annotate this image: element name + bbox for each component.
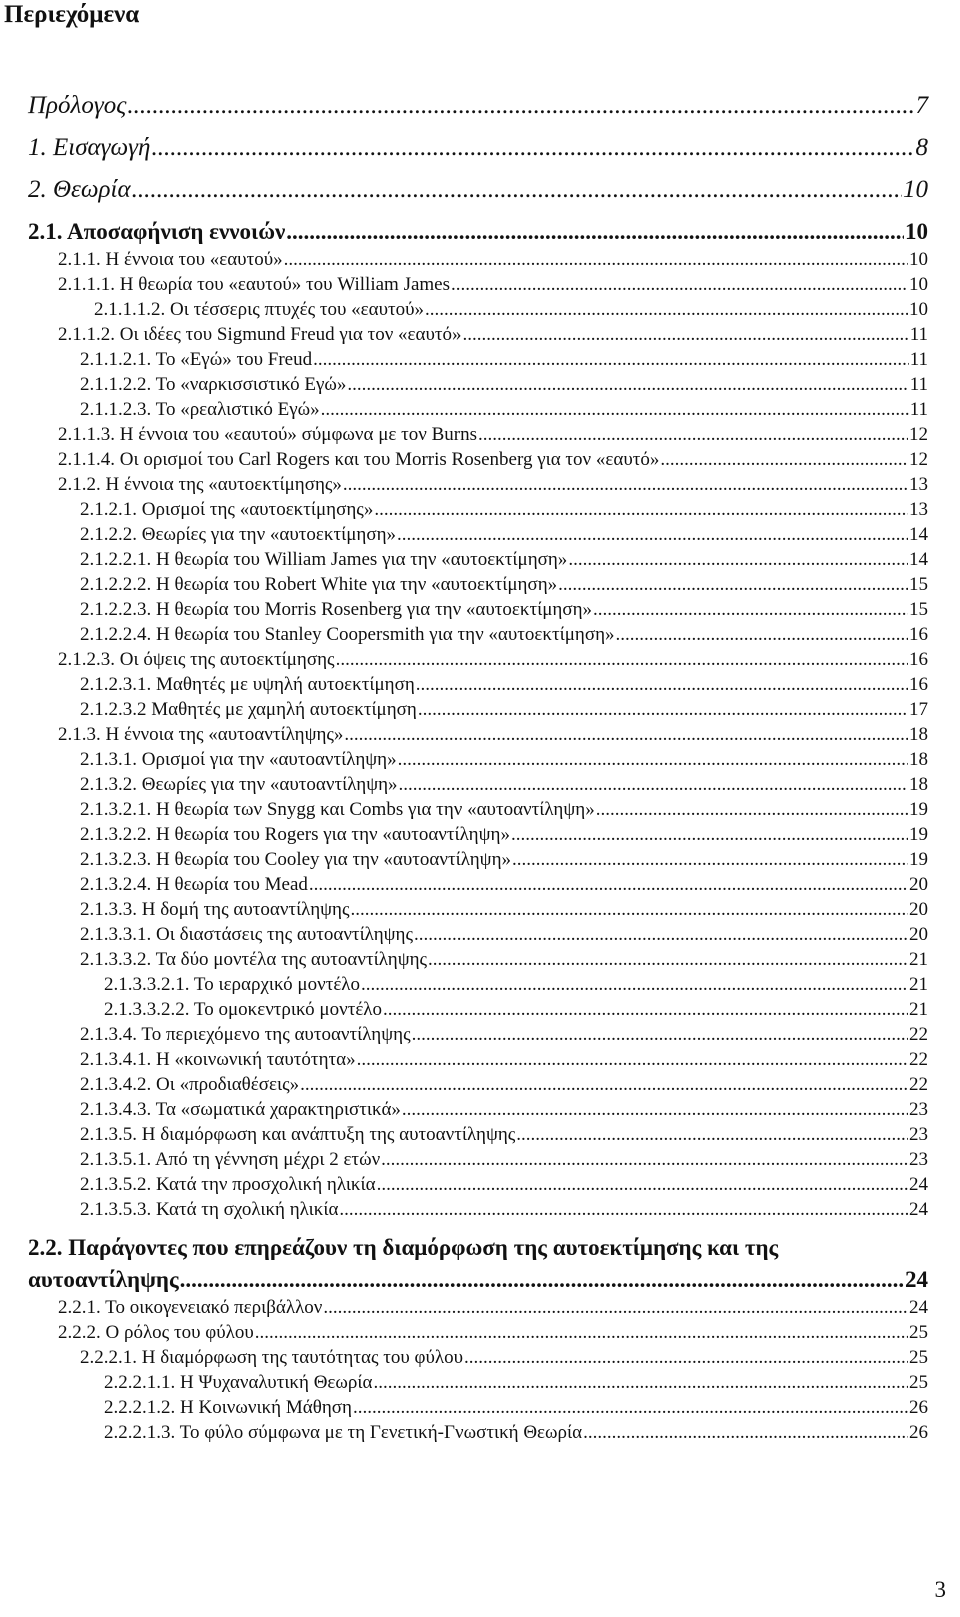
toc-entry-page: 23 [909, 1149, 928, 1170]
toc-entry-label: 2.1.2.2.4. Η θεωρία του Stanley Coopersmith για την «αυτοεκτίμηση» [80, 624, 615, 645]
dot-leader [593, 597, 908, 622]
toc-entry-page: 23 [909, 1099, 928, 1120]
toc-entry-page: 10 [903, 176, 928, 203]
toc-entry[interactable] [28, 215, 928, 249]
dot-leader [568, 547, 908, 572]
dot-leader [373, 1370, 908, 1395]
toc-entry-page: 10 [905, 219, 928, 244]
toc-entry-label: αυτοαντίληψης [28, 1267, 179, 1292]
toc-entry-label: 2.1.3.2.3. Η θεωρία του Cooley για την «αυτοαντίληψη» [80, 849, 512, 870]
toc-entry-label: 2.1.1. Η έννοια του «εαυτού» [58, 249, 283, 270]
toc-entry-label: 2.1.1.4. Οι ορισμοί του Carl Rogers και του Morris Rosenberg για τον «εαυτό» [58, 449, 660, 470]
dot-leader [309, 872, 908, 897]
toc-entry-page: 16 [909, 649, 928, 670]
toc-entry[interactable] [80, 1197, 928, 1222]
toc-entry[interactable] [104, 997, 928, 1022]
dot-leader [428, 947, 908, 972]
dot-leader [660, 447, 908, 472]
toc-entry[interactable] [58, 322, 928, 347]
toc-entry[interactable] [80, 822, 928, 847]
dot-leader [381, 1147, 908, 1172]
toc-entry-label: 2.1.1.1.2. Οι τέσσερις πτυχές του «εαυτού» [94, 299, 425, 320]
toc-entry-label: 2.1.1.2.1. Το «Εγώ» του Freud [80, 349, 313, 370]
dot-leader [399, 772, 908, 797]
toc-entry-page: 15 [909, 599, 928, 620]
toc-entry[interactable] [80, 1147, 928, 1172]
dot-leader [151, 128, 914, 168]
toc-entry-page: 24 [909, 1297, 928, 1318]
toc-entry[interactable] [80, 1097, 928, 1122]
toc-entry[interactable] [80, 522, 928, 547]
dot-leader [511, 822, 908, 847]
toc-entry-label: 2.2.1. Το οικογενειακό περιβάλλον [58, 1297, 323, 1318]
toc-entry-page: 24 [905, 1267, 928, 1292]
toc-entry[interactable] [80, 372, 928, 397]
toc-entry[interactable] [28, 1263, 928, 1297]
toc-entry[interactable] [80, 672, 928, 697]
toc-entry-label: 2.1.3.4.2. Οι «προδιαθέσεις» [80, 1074, 300, 1095]
toc-entry[interactable] [80, 922, 928, 947]
toc-entry[interactable] [58, 1320, 928, 1345]
toc-entry-page: 11 [909, 324, 928, 345]
toc-entry-label: 2.1.3.1. Ορισμοί για την «αυτοαντίληψη» [80, 749, 397, 770]
toc-entry-page: 22 [909, 1074, 928, 1095]
toc-entry[interactable] [58, 647, 928, 672]
dot-leader [418, 697, 908, 722]
toc-entry-page: 21 [909, 974, 928, 995]
dot-leader [339, 1197, 908, 1222]
dot-leader [343, 472, 908, 497]
dot-leader [132, 170, 902, 210]
dot-leader [336, 647, 908, 672]
dot-leader [353, 1395, 908, 1420]
dot-leader [383, 997, 908, 1022]
toc-entry[interactable] [58, 472, 928, 497]
toc-entry-page: 16 [909, 674, 928, 695]
dot-leader [425, 297, 908, 322]
dot-leader [351, 897, 908, 922]
toc-entry-label: 2.1.3.4. Το περιεχόμενο της αυτοαντίληψης [80, 1024, 411, 1045]
toc-entry-page: 19 [909, 824, 928, 845]
dot-leader [344, 722, 908, 747]
toc-entry-label: 2.1.3.3.2. Τα δύο μοντέλα της αυτοαντίληψης [80, 949, 428, 970]
toc-entry-page: 17 [909, 699, 928, 720]
dot-leader [180, 1263, 904, 1297]
dot-leader [478, 422, 908, 447]
toc-entry[interactable] [80, 897, 928, 922]
toc-entry[interactable] [80, 1072, 928, 1097]
toc-entry-label: Πρόλογος [28, 92, 127, 119]
dot-leader [286, 215, 904, 249]
dot-leader [616, 622, 908, 647]
dot-leader [284, 247, 908, 272]
toc-entry-label: 2.1.2. Η έννοια της «αυτοεκτίμησης» [58, 474, 342, 495]
toc-entry-label: 2.1.3.3. Η δομή της αυτοαντίληψης [80, 899, 350, 920]
toc-entry-page: 11 [909, 399, 928, 420]
toc-entry-page: 24 [909, 1174, 928, 1195]
toc-entry-label: 2.1.2.2.3. Η θεωρία του Morris Rosenberg για την «αυτοεκτίμηση» [80, 599, 593, 620]
dot-leader [412, 1022, 908, 1047]
toc-entry[interactable] [80, 872, 928, 897]
toc-entry-page: 10 [909, 274, 928, 295]
toc-entry-label: 2.1.3.3.1. Οι διαστάσεις της αυτοαντίληψης [80, 924, 414, 945]
toc-entry-label: 2.2.2.1.2. Η Κοινωνική Μάθηση [104, 1397, 352, 1418]
toc-entry[interactable] [58, 422, 928, 447]
toc-entry[interactable] [28, 86, 928, 126]
toc-entry-label: 1. Εισαγωγή [28, 134, 151, 161]
toc-entry[interactable] [58, 447, 928, 472]
toc-entry-label: 2.1.2.1. Ορισμοί της «αυτοεκτίμησης» [80, 499, 374, 520]
toc-entry-label: 2.1.1.3. Η έννοια του «εαυτού» σύμφωνα με τον Burns [58, 424, 478, 445]
dot-leader [321, 397, 909, 422]
toc-entry[interactable] [28, 128, 928, 168]
toc-entry[interactable] [94, 297, 928, 322]
toc-entry-page: 25 [909, 1372, 928, 1393]
toc-entry-page: 20 [909, 924, 928, 945]
dot-leader [416, 672, 908, 697]
toc-entry-label: 2.2.2. Ο ρόλος του φύλου [58, 1322, 254, 1343]
toc-entry-page: 26 [909, 1422, 928, 1443]
toc-entry-label-line1: 2.2. Παράγοντες που επηρεάζουν τη διαμόρφωση της αυτοεκτίμησης και της [28, 1235, 779, 1260]
toc-entry[interactable] [80, 1047, 928, 1072]
toc-entry-page: 24 [909, 1199, 928, 1220]
toc-entry-page: 26 [909, 1397, 928, 1418]
toc-entry[interactable] [80, 1345, 928, 1370]
toc-entry[interactable] [80, 797, 928, 822]
page-title: Περιεχόμενα [4, 1, 140, 28]
toc-entry[interactable] [58, 247, 928, 272]
toc-entry-label: 2.2.2.1.1. Η Ψυχαναλυτική Θεωρία [104, 1372, 373, 1393]
toc-entry-label: 2.1.3.2.4. Η θεωρία του Mead [80, 874, 308, 895]
toc-entry[interactable] [104, 972, 928, 997]
toc-entry[interactable] [80, 1172, 928, 1197]
dot-leader [414, 922, 908, 947]
toc-entry-page: 8 [915, 134, 928, 161]
toc-entry-page: 18 [909, 749, 928, 770]
toc-entry-label: 2.1.2.3. Οι όψεις της αυτοεκτίμησης [58, 649, 335, 670]
dot-leader [402, 1097, 908, 1122]
dot-leader [583, 1420, 908, 1445]
toc-entry[interactable] [80, 397, 928, 422]
toc-entry[interactable] [80, 847, 928, 872]
toc-entry[interactable] [104, 1395, 928, 1420]
toc-entry-page: 21 [909, 999, 928, 1020]
toc-entry-page: 11 [909, 349, 928, 370]
toc-entry-page: 12 [909, 424, 928, 445]
toc-entry-page: 11 [909, 374, 928, 395]
toc-entry[interactable] [80, 347, 928, 372]
toc-entry[interactable] [58, 272, 928, 297]
toc-entry-page: 19 [909, 849, 928, 870]
toc-entry[interactable] [80, 547, 928, 572]
dot-leader [516, 1122, 908, 1147]
toc-entry-page: 7 [915, 92, 928, 119]
toc-entry[interactable] [104, 1420, 928, 1445]
toc-entry-page: 25 [909, 1322, 928, 1343]
dot-leader [313, 347, 909, 372]
toc-entry-page: 13 [909, 499, 928, 520]
toc-entry[interactable] [104, 1370, 928, 1395]
toc-entry-label: 2.1.2.3.1. Μαθητές με υψηλή αυτοεκτίμηση [80, 674, 415, 695]
toc-entry-label: 2.1.2.3.2 Μαθητές με χαμηλή αυτοεκτίμηση [80, 699, 417, 720]
toc-entry-label: 2.1.3.2.1. Η θεωρία των Snygg και Combs για την «αυτοαντίληψη» [80, 799, 595, 820]
dot-leader [558, 572, 908, 597]
toc-entry-page: 20 [909, 874, 928, 895]
toc-entry-page: 19 [909, 799, 928, 820]
toc-entry-page: 22 [909, 1049, 928, 1070]
dot-leader [463, 322, 909, 347]
dot-leader [596, 797, 908, 822]
toc-entry-page: 10 [909, 299, 928, 320]
dot-leader [255, 1320, 908, 1345]
toc-entry[interactable] [80, 622, 928, 647]
toc-entry-page: 22 [909, 1024, 928, 1045]
toc-entry-label: 2.1.3.2. Θεωρίες για την «αυτοαντίληψη» [80, 774, 398, 795]
toc-entry-label: 2. Θεωρία [28, 176, 131, 203]
dot-leader [464, 1345, 908, 1370]
dot-leader [512, 847, 908, 872]
toc-entry[interactable] [80, 1122, 928, 1147]
toc-entry[interactable] [80, 772, 928, 797]
toc-entry[interactable] [80, 697, 928, 722]
toc-entry-label: 2.1.3.2.2. Η θεωρία του Rogers για την «αυτοαντίληψη» [80, 824, 510, 845]
toc-entry-label: 2.2.2.1.3. Το φύλο σύμφωνα με τη Γενετική-Γνωστική Θεωρία [104, 1422, 583, 1443]
toc-entry-page: 10 [909, 249, 928, 270]
toc-entry[interactable] [80, 747, 928, 772]
dot-leader [127, 86, 914, 126]
toc-entry-label: 2.1.1.1. Η θεωρία του «εαυτού» του William James [58, 274, 451, 295]
toc-entry-label: 2.1.2.2. Θεωρίες για την «αυτοεκτίμηση» [80, 524, 397, 545]
toc-entry-page: 18 [909, 724, 928, 745]
dot-leader [357, 1047, 908, 1072]
toc-entry-label: 2.1.3.5.3. Κατά τη σχολική ηλικία [80, 1199, 339, 1220]
toc-entry-page: 14 [909, 549, 928, 570]
toc-entry-page: 21 [909, 949, 928, 970]
toc-entry[interactable] [28, 170, 928, 210]
dot-leader [377, 1172, 908, 1197]
toc-entry-page: 16 [909, 624, 928, 645]
toc-entry-page: 12 [909, 449, 928, 470]
page-number: 3 [934, 1577, 946, 1602]
toc-entry-label: 2.1.3.4.3. Τα «σωματικά χαρακτηριστικά» [80, 1099, 401, 1120]
toc-entry-label: 2.1. Αποσαφήνιση εννοιών [28, 219, 286, 244]
dot-leader [451, 272, 908, 297]
toc-entry-label: 2.1.3.5.2. Κατά την προσχολική ηλικία [80, 1174, 376, 1195]
toc-entry[interactable] [80, 947, 928, 972]
toc-entry-label: 2.1.3. Η έννοια της «αυτοαντίληψης» [58, 724, 344, 745]
dot-leader [361, 972, 908, 997]
toc-entry[interactable] [80, 572, 928, 597]
toc-entry-label: 2.2.2.1. Η διαμόρφωση της ταυτότητας του φύλου [80, 1347, 464, 1368]
toc-entry[interactable] [80, 597, 928, 622]
toc-entry-label: 2.1.3.5. Η διαμόρφωση και ανάπτυξη της αυτοαντίληψης [80, 1124, 516, 1145]
toc-entry-page: 20 [909, 899, 928, 920]
toc-entry-label: 2.1.2.2.1. Η θεωρία του William James για την «αυτοεκτίμηση» [80, 549, 568, 570]
toc-entry-page: 25 [909, 1347, 928, 1368]
toc-entry[interactable] [58, 1295, 928, 1320]
dot-leader [374, 497, 908, 522]
toc-entry-label: 2.1.2.2.2. Η θεωρία του Robert White για την «αυτοεκτίμηση» [80, 574, 558, 595]
dot-leader [397, 522, 908, 547]
toc-entry[interactable] [80, 497, 928, 522]
toc-entry-label: 2.1.1.2.3. Το «ρεαλιστικό Εγώ» [80, 399, 320, 420]
toc-entry-label: 2.1.1.2. Οι ιδέες του Sigmund Freud για τον «εαυτό» [58, 324, 462, 345]
toc-entry-label: 2.1.3.3.2.1. Το ιεραρχικό μοντέλο [104, 974, 361, 995]
toc-entry-page: 18 [909, 774, 928, 795]
dot-leader [323, 1295, 908, 1320]
dot-leader [398, 747, 908, 772]
toc-entry[interactable] [80, 1022, 928, 1047]
toc-entry-label: 2.1.1.2.2. Το «ναρκισσιστικό Εγώ» [80, 374, 347, 395]
toc-entry-label: 2.1.3.4.1. Η «κοινωνική ταυτότητα» [80, 1049, 356, 1070]
toc-entry[interactable] [58, 722, 928, 747]
toc-entry-label: 2.1.3.3.2.2. Το ομοκεντρικό μοντέλο [104, 999, 383, 1020]
toc-entry-label: 2.1.3.5.1. Από τη γέννηση μέχρι 2 ετών [80, 1149, 381, 1170]
toc-entry-page: 14 [909, 524, 928, 545]
toc-entry-page: 23 [909, 1124, 928, 1145]
toc-entry-page: 15 [909, 574, 928, 595]
dot-leader [300, 1072, 908, 1097]
toc-entry-page: 13 [909, 474, 928, 495]
dot-leader [347, 372, 908, 397]
